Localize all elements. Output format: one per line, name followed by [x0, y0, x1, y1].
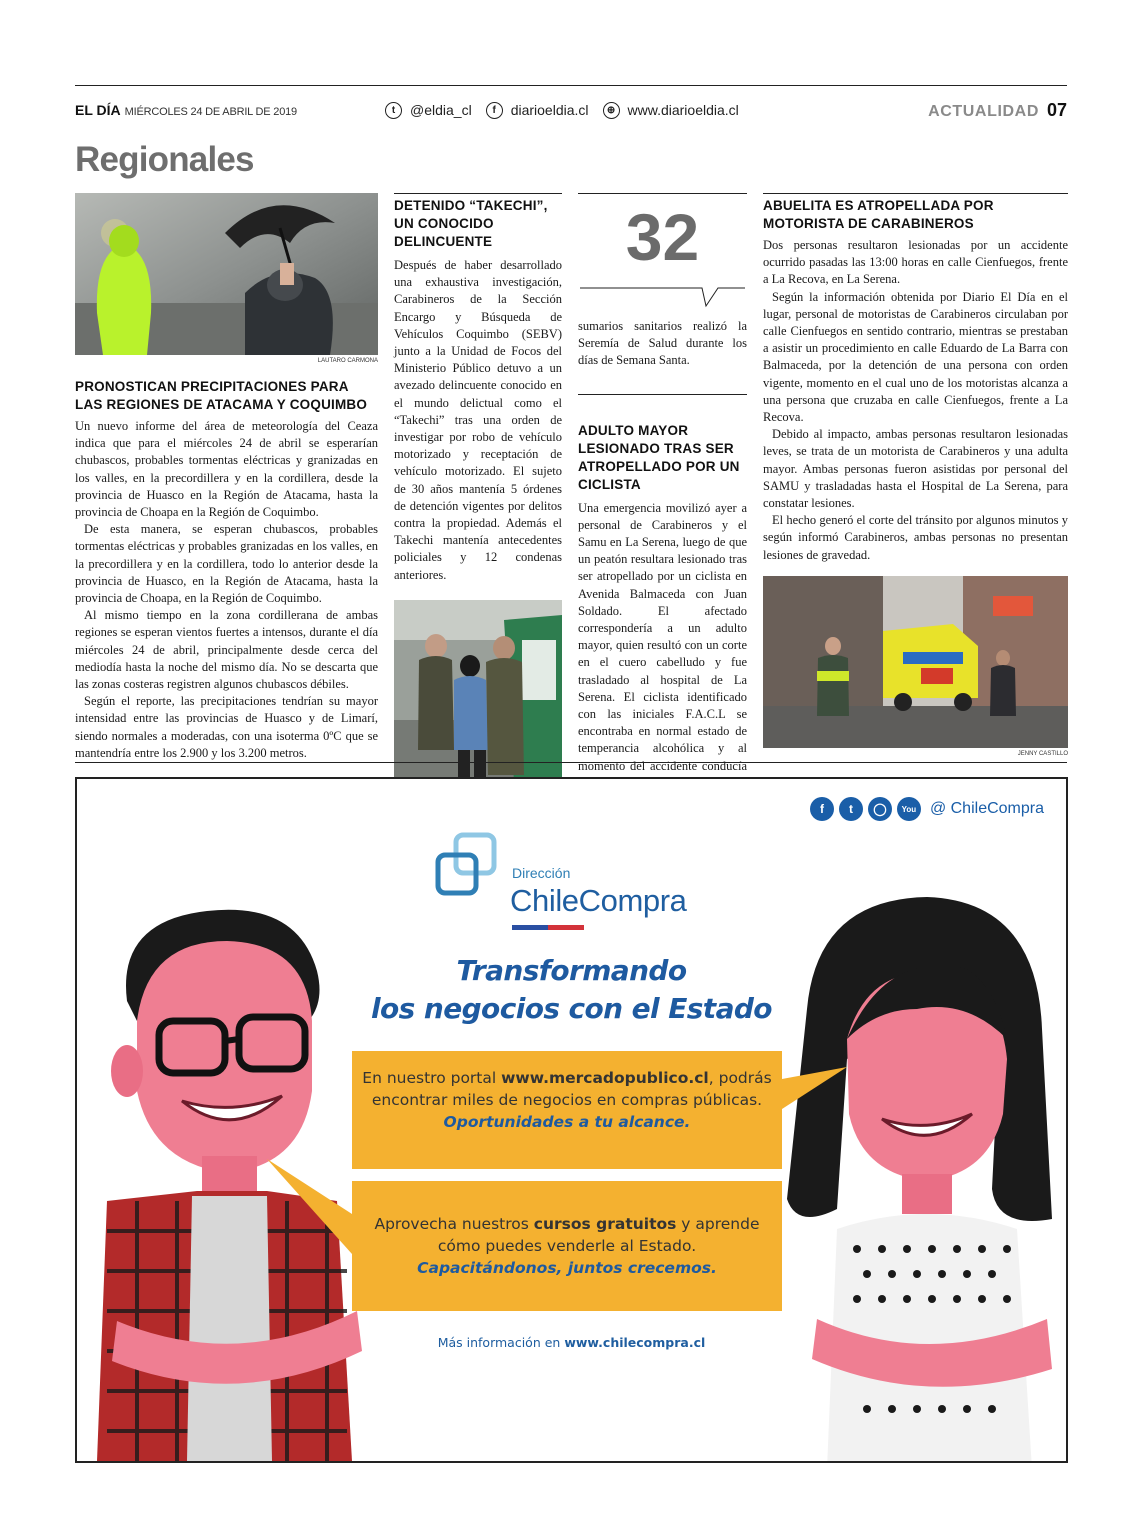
ad-social-row [810, 797, 1044, 821]
globe-icon: ⊕ [603, 102, 620, 119]
paragraph: Debido al impacto, ambas personas resultaron lesionadas leves, se trata de un motorista de Carabineros y una adulta mayor. Ambas personas fueron asistidas por personal del SAMU y trasladadas hasta el Hospital de La Serena, para constatar lesiones. [763, 427, 1068, 511]
accident-photo-illustration [763, 576, 1068, 748]
bubble-line: encontrar miles de negocios en compras públicas. [371, 1091, 763, 1109]
paragraph: Después de haber desarrollado una exhaustiva investigación, Carabineros de la Sección Encargo y Búsqueda de Vehículos Coquimbo (SEBV) junto a la Unidad de Focos del Ministerio Público detuvo a un avezado delincuente conocido en el mundo delictual como el “Takechi” tras una orden de investigar por robo de vehículo motorizado y receptación de vehículo motorizado. El sujeto de 30 años mantenía 5 órdenes de detención vigentes por delitos contra la propiedad. Además el Takechi mantenía antecedentes policiales y 12 condenas anteriores. [394, 258, 562, 582]
photo-credit: LAUTARO CARMONA [317, 358, 378, 364]
stat-text: sumarios sanitarios realizó la Seremía de Salud durante los días de Semana Santa. [578, 319, 747, 368]
paragraph: De esta manera, se esperan chubascos, probables tormentas eléctricas y probables granizadas en los valles, en la precordillera y en la cordillera, todo lo anterior desde la provincia de Huasco, en la Región de Atacama, hasta la provincia de Choapa, en la Región de Coquimbo. [75, 522, 378, 606]
chilecompra-link[interactable]: www.chilecompra.cl [564, 1335, 706, 1350]
speech-pointer-icon [578, 282, 747, 312]
paragraph: Según el reporte, las precipitaciones tendrían su mayor intensidad entre las provincias de Huasco y de Limarí, siendo normales a moderadas, con una isoterma 0ºC que se mantendría entre los 2.900 y los 3.200 metros. [75, 694, 378, 760]
info-bubble-courses [352, 1181, 782, 1311]
page-header [75, 97, 1067, 123]
ad-tagline-2: los negocios con el Estado [371, 992, 772, 1025]
paragraph: Una emergencia movilizó ayer a personal de Carabineros y el Samu en La Serena, luego de que un peatón resultara lesionado tras ser atropellado por un ciclista en Avenida Balmaceda con Juan Soldado. El afectado correspondería a un adulto mayor, quien resultó con un corte en el cuero cabelludo y fue trasladado al hospital de La Serena. El ciclista identificado con las iniciales F.A.C.L se encontraba en normal estado de temperancia alcohólica y al momento del accidente conducía [578, 500, 747, 773]
weather-photo-illustration [75, 193, 378, 355]
photo-credit: JENNY CASTILLO [1017, 750, 1068, 757]
bubble-line [352, 1213, 782, 1235]
bubble-line: cómo puedes venderle al Estado. [437, 1237, 697, 1255]
bubble-text: En nuestro portal [362, 1069, 502, 1087]
headline: ADULTO MAYOR LESIONADO TRAS SER ATROPELLADO POR UN CICLISTA [578, 422, 740, 492]
page-number: 07 [1046, 99, 1067, 120]
article-weather [75, 193, 378, 762]
logo-name: ChileCompra [510, 883, 687, 918]
newspaper-brand: EL DÍA [75, 102, 121, 118]
header-left [75, 102, 297, 118]
column-stat [578, 193, 747, 792]
article-takechi [394, 193, 562, 791]
bubble-text: Aprovecha nuestros [374, 1215, 534, 1233]
facebook-icon[interactable]: f [810, 797, 834, 821]
twitter-icon[interactable]: t [839, 797, 863, 821]
paragraph: Dos personas resultaron lesionadas por un accidente ocurrido pasadas las 13:00 horas en calle Cienfuegos, frente a La Recova, en La Serena. [763, 238, 1068, 287]
headline: ABUELITA ES ATROPELLADA POR MOTORISTA DE CARABINEROS [763, 198, 994, 231]
instagram-icon[interactable]: ◯ [868, 797, 892, 821]
logo-squares-icon [434, 831, 514, 911]
issue-date: MIÉRCOLES 24 DE ABRIL DE 2019 [124, 106, 297, 118]
accident-photo [763, 576, 1068, 748]
paragraph: El hecho generó el corte del tránsito por algunos minutos y según informó Carabineros, ambas personas no presentan lesiones de gravedad. [763, 513, 1068, 562]
section-title: Regionales [75, 140, 254, 179]
section-name: ACTUALIDAD [928, 102, 1039, 120]
ad-tagline-1: Transformando [456, 954, 687, 987]
ad-separator [75, 762, 1067, 763]
more-info-text: Más información en [437, 1335, 565, 1350]
header-right [928, 100, 1067, 121]
article-body [578, 500, 747, 792]
flag-stripe [512, 925, 584, 931]
facebook-handle[interactable]: diarioeldia.cl [510, 102, 589, 118]
article-body [75, 418, 378, 762]
paragraph: Según la información obtenida por Diario El Día en el lugar, personal de motoristas de Carabineros circulaban por calle Cienfuegos en sentido contrario, mientras se prestaban a asistir un procedimiento en calle Eduardo de La Barra con Balmaceda, por la detención de una persona con orden vigente, momento en el cual uno de los motoristas alcanza a una persona que cruzaba en calle Cienfuegos, frente a La Recova. [763, 289, 1068, 425]
website-link[interactable]: www.diarioeldia.cl [627, 102, 739, 118]
article-cyclist [578, 394, 747, 792]
header-social [385, 102, 739, 119]
portal-link[interactable]: www.mercadopublico.cl [501, 1069, 709, 1087]
bubble-highlight: Capacitándonos, juntos crecemos. [417, 1259, 717, 1277]
twitter-handle[interactable]: @eldia_cl [410, 102, 472, 118]
article-abuelita [763, 193, 1068, 757]
facebook-icon: f [486, 102, 503, 119]
paragraph: Un nuevo informe del área de meteorología del Ceaza indica que para el miércoles 24 de abril se esperarían chubascos, probables tormentas eléctricas y granizadas en los valles, en la precordillera y en la cordillera, desde la provincia de Huasco en la Región de Atacama, hasta la provincia de Choapa en la Región de Coquimbo. [75, 419, 378, 520]
headline: DETENIDO “TAKECHI”, UN CONOCIDO DELINCUENTE [394, 198, 548, 249]
bubble-line [352, 1067, 782, 1089]
chilecompra-ad [75, 777, 1068, 1463]
chilecompra-logo [434, 831, 704, 941]
bubble-text: , podrás [708, 1069, 772, 1087]
bubble-highlight: Oportunidades a tu alcance. [443, 1113, 691, 1131]
stat-number: 32 [625, 200, 700, 274]
header-rule [75, 85, 1067, 86]
bubble-bold: cursos gratuitos [533, 1215, 677, 1233]
arrest-photo [394, 600, 562, 782]
article-body [763, 237, 1068, 564]
bubble-text: y aprende [676, 1215, 760, 1233]
headline: PRONOSTICAN PRECIPITACIONES PARA LAS REGIONES DE ATACAMA Y COQUIMBO [75, 379, 368, 412]
logo-small-text: Dirección [512, 865, 571, 881]
paragraph: Al mismo tiempo en la zona cordillerana de ambas regiones se esperan vientos fuertes a intensos, durante el día miércoles 24 de abril, principalmente desde cerca del mediodía hasta la noche del mismo día. No se descarta que las zonas costeras registren algunos chubascos débiles. [75, 608, 378, 692]
stat-text-block [578, 318, 747, 370]
more-info [77, 1335, 1066, 1350]
arrest-photo-illustration [394, 600, 562, 782]
stat-box [578, 194, 747, 316]
article-body [394, 257, 562, 584]
info-bubble-portal [352, 1051, 782, 1169]
youtube-icon[interactable]: You [897, 797, 921, 821]
twitter-icon: t [385, 102, 402, 119]
ad-social-handle[interactable]: @ ChileCompra [929, 800, 1044, 817]
weather-photo [75, 193, 378, 355]
